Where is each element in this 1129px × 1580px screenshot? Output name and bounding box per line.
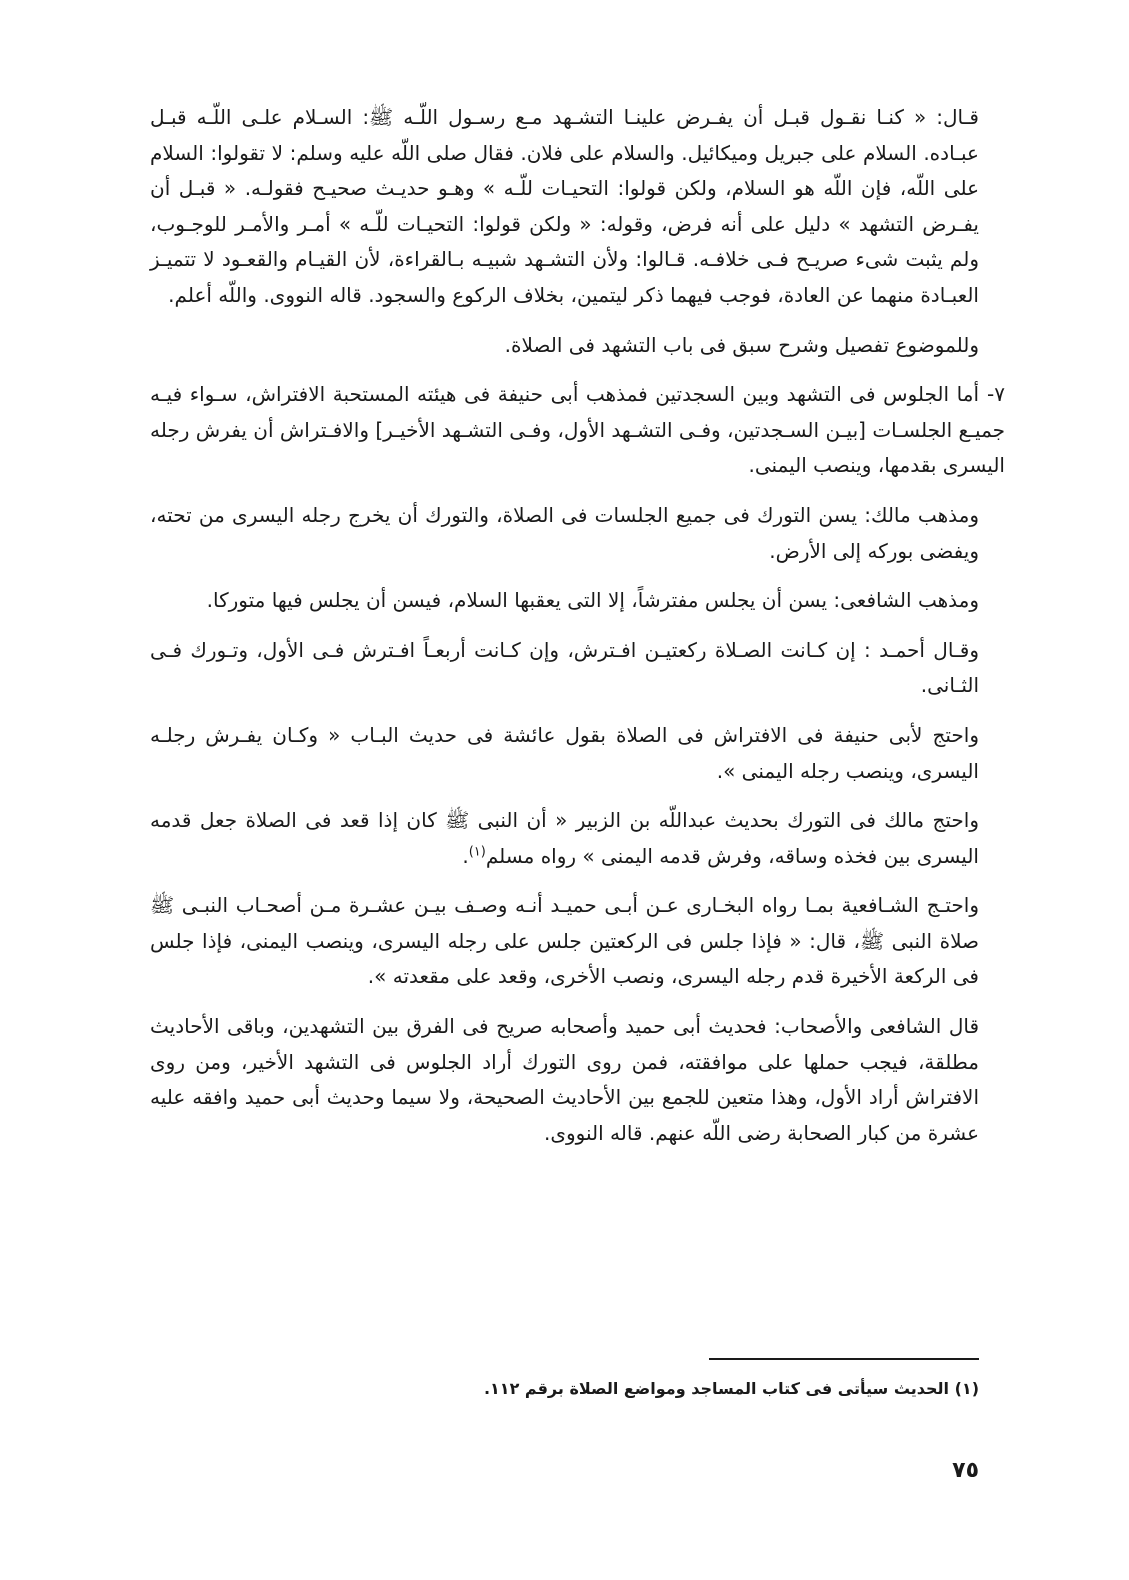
paragraph-6: وقـال أحمـد : إن كـانت الصـلاة ركعتيـن افـترش، وإن كـانت أربعـاً افـترش فـى الأول، وتـورك فـى الثـانى. [150, 637, 979, 698]
paragraph-8-text: واحتج مالك فى التورك بحديث عبداللّه بن الزبير « أن النبى ﷺ كان إذا قعد فى الصلاة جعل قدمه اليسرى بين فخذه وساقه، وفرش قدمه اليمنى » رواه مسلم [150, 808, 979, 868]
page-number: ٧٥ [952, 1458, 979, 1483]
paragraph-10: قال الشافعى والأصحاب: فحديث أبى حميد وأصحابه صريح فى الفرق بين التشهدين، وباقى الأحاديث مطلقة، فيجب حملها على موافقته، فمن روى التورك أراد الجلوس فى التشهد الأخير، ومن روى الافتراش أراد الأول، وهذا متعين للجمع بين الأحاديث الصحيحة، ولا سيما وحديث أبى حميد وافقه عليه عشرة من كبار الصحابة رضى اللّه عنهم. قاله النووى. [150, 1014, 979, 1145]
paragraph-7: واحتج لأبى حنيفة فى الافتراش فى الصلاة بقول عائشة فى حديث البـاب « وكـان يفـرش رجلـه اليسرى، وينصب رجله اليمنى ». [150, 722, 979, 783]
paragraph-8 [150, 803, 979, 874]
paragraph-2: وللموضوع تفصيل وشرح سبق فى باب التشهد فى الصلاة. [504, 332, 979, 357]
footnote: (١) الحديث سيأتى فى كتاب المساجد ومواضع الصلاة برقم ١١٢. [483, 1379, 979, 1398]
paragraph-3-text: أما الجلوس فى التشهد وبين السجدتين فمذهب أبى حنيفة فى هيئته المستحبة الافتراش، سـواء فيـه جميـع الجلسـات [بيـن السـجدتين، وفـى التشـهد الأول، وفـى التشـهد الأخيـر] والافـتراش أن يفرش رجله اليسرى بقدمها، وينصب اليمنى. [150, 382, 1005, 478]
paragraph-4: ومذهب مالك: يسن التورك فى جميع الجلسات فى الصلاة، والتورك أن يخرج رجله اليسرى من تحته، ويفضى بوركه إلى الأرض. [150, 502, 979, 563]
paragraph-5: ومذهب الشافعى: يسن أن يجلس مفترشاً، إلا التى يعقبها السلام، فيسن أن يجلس فيها متوركا. [206, 588, 979, 613]
paragraph-3-numbered [150, 377, 1005, 484]
paragraph-8-tail: . [462, 843, 469, 868]
paragraph-1: قـال: « كنـا نقـول قبـل أن يفـرض علينـا التشـهد مـع رسـول اللّـه ﷺ: السـلام علـى اللّـه قبـل عبـاده. السلام على جبريل وميكائيل. والسلام على فلان. فقال صلى اللّه عليه وسلم: لا تقولوا: السلام على اللّه، فإن اللّه هو السلام، ولكن قولوا: التحيـات للّـه » وهـو حديـث صحيـح فقولـه. « قبـل أن يفـرض التشهد » دليل على أنه فرض، وقوله: « ولكن قولوا: التحيـات للّـه » أمـر والأمـر للوجـوب، ولم يثبت شىء صريـح فـى خلافـه. قـالوا: ولأن التشـهد شبيـه بـالقراءة، لأن القيـام والقعـود لا تتميـز العبـادة منهما عن العادة، فوجب فيهما ذكر ليتمين، بخلاف الركوع والسجود. قاله النووى. واللّه أعلم. [150, 105, 979, 307]
paragraph-9: واحتـج الشـافعية بمـا رواه البخـارى عـن أبـى حميـد أنـه وصـف بيـن عشـرة مـن أصحـاب النبـى ﷺ صلاة النبى ﷺ، قال: « فإذا جلس فى الركعتين جلس على رجله اليسرى، وينصب اليمنى، فإذا جلس فى الركعة الأخيرة قدم رجله اليسرى، ونصب الأخرى، وقعد على مقعدته ». [150, 893, 979, 989]
footnote-reference: (١) [468, 844, 486, 860]
item-number: ٧- [987, 382, 1005, 407]
main-text [150, 100, 1005, 1165]
footnote-divider [709, 1358, 979, 1360]
